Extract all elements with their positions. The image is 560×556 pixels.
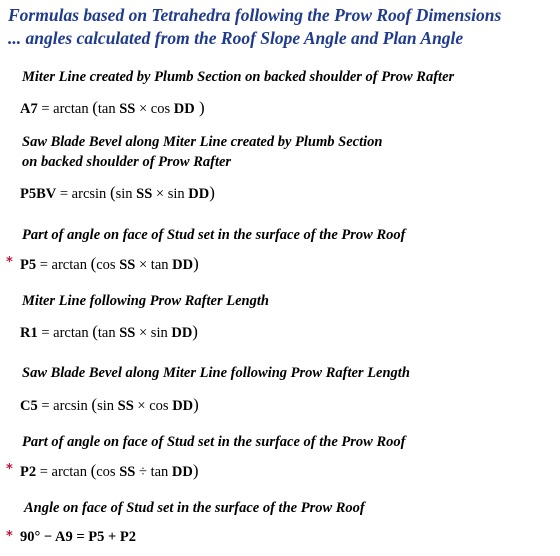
document-title-line-1: Formulas based on Tetrahedra following the Prow Roof Dimensions: [8, 5, 502, 25]
important-star-icon: *: [6, 255, 13, 270]
document-title-line-2: ... angles calculated from the Roof Slope Angle and Plan Angle: [8, 28, 464, 48]
formula-a9: 90° − A9 = P5 + P2: [20, 529, 136, 545]
section-heading: Saw Blade Bevel along Miter Line created by Plumb Section: [22, 134, 383, 150]
important-star-icon: *: [6, 529, 13, 544]
section-heading: Part of angle on face of Stud set in the surface of the Prow Roof: [22, 434, 406, 450]
section-heading: Saw Blade Bevel along Miter Line following Prow Rafter Length: [22, 365, 410, 381]
section-heading: Miter Line created by Plumb Section on backed shoulder of Prow Rafter: [22, 69, 455, 85]
formula-r1: R1 = arctan (tan SS × sin DD): [20, 322, 198, 341]
formula-p5: P5 = arctan (cos SS × tan DD): [20, 254, 199, 273]
formula-p2: P2 = arctan (cos SS ÷ tan DD): [20, 461, 199, 480]
section-heading-continued: on backed shoulder of Prow Rafter: [22, 154, 232, 170]
formula-a7: A7 = arctan (tan SS × cos DD ): [20, 98, 205, 117]
section-heading: Part of angle on face of Stud set in the surface of the Prow Roof: [22, 227, 406, 243]
important-star-icon: *: [6, 462, 13, 477]
formula-c5: C5 = arcsin (sin SS × cos DD): [20, 395, 199, 414]
section-heading: Angle on face of Stud set in the surface of the Prow Roof: [24, 500, 365, 516]
section-heading: Miter Line following Prow Rafter Length: [22, 293, 269, 309]
formula-p5bv: P5BV = arcsin (sin SS × sin DD): [20, 183, 215, 202]
